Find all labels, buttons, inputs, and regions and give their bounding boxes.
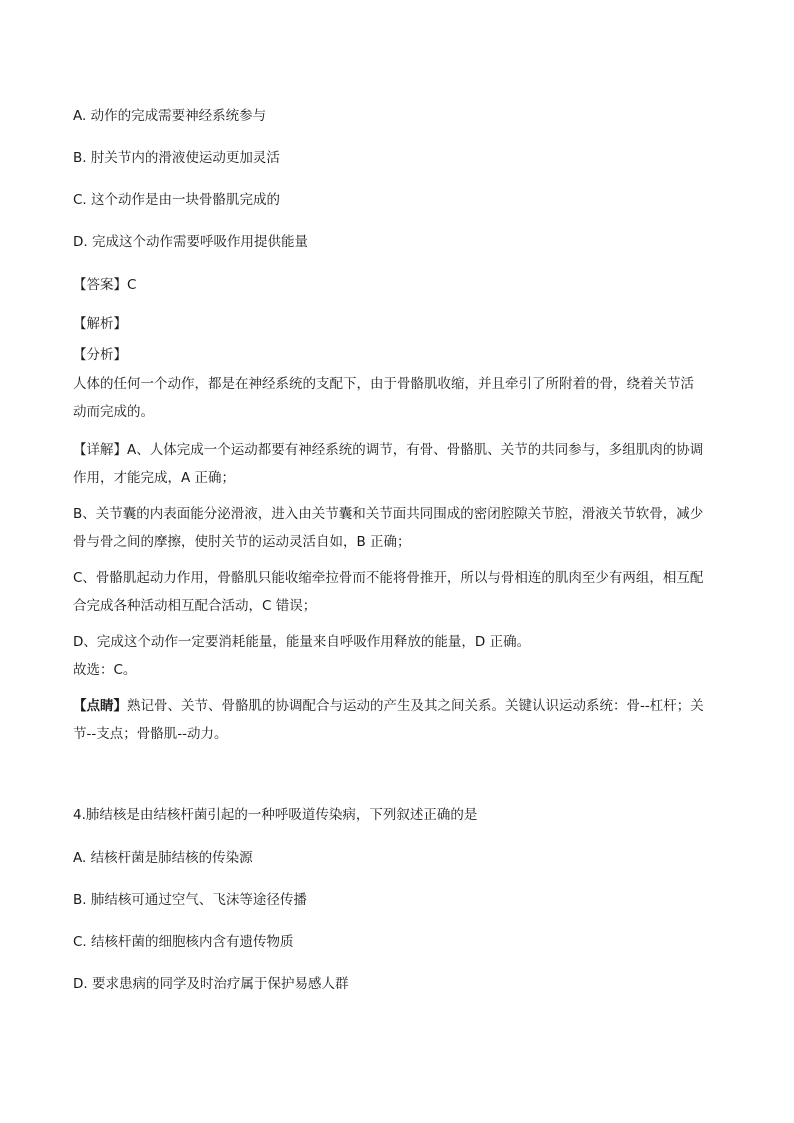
fenxi-text-line-2: 动而完成的。 [73, 404, 154, 420]
q3-option-a: A. 动作的完成需要神经系统参与 [73, 108, 267, 124]
fenxi-heading: 【分析】 [73, 347, 127, 363]
analysis-heading: 【解析】 [73, 316, 127, 332]
q3-answer [73, 275, 721, 295]
detail-c-line-2: 合完成各种活动相互配合活动，C 错误； [73, 598, 317, 614]
detail-a-line-2: 作用，才能完成，A 正确； [73, 470, 236, 486]
detail-b-line-1: B、关节囊的内表面能分泌滑液，进入由关节囊和关节面共同围成的密闭腔隙关节腔，滑液关节软骨，减少 [73, 506, 704, 522]
detail-a-line-1 [73, 440, 721, 460]
q3-option-b: B. 肘关节内的滑液使运动更加灵活 [73, 150, 280, 166]
detail-b-line-2: 骨与骨之间的摩擦，使肘关节的运动灵活自如，B 正确； [73, 534, 411, 550]
q4-option-b: B. 肺结核可通过空气、飞沫等途径传播 [73, 892, 307, 908]
detail-tag: 【详解】 [73, 442, 127, 458]
answer-value: C [127, 277, 137, 293]
comment-text: 熟记骨、关节、骨骼肌的协调配合与运动的产生及其之间关系。关键认识运动系统：骨--杠杆；关 [127, 698, 704, 714]
fenxi-text-line-1: 人体的任何一个动作，都是在神经系统的支配下，由于骨骼肌收缩，并且牵引了所附着的骨，绕着关节活 [73, 376, 694, 392]
q4-option-a: A. 结核杆菌是肺结核的传染源 [73, 850, 253, 866]
q4-option-d: D. 要求患病的同学及时治疗属于保护易感人群 [73, 976, 349, 992]
conclusion-line: 故选：C。 [73, 662, 137, 678]
comment-tag: 【点睛】 [73, 698, 127, 714]
q4-option-c: C. 结核杆菌的细胞核内含有遗传物质 [73, 934, 294, 950]
detail-d-line: D、完成这个动作一定要消耗能量，能量来自呼吸作用释放的能量，D 正确。 [73, 634, 531, 650]
detail-c-line-1: C、骨骼肌起动力作用，骨骼肌只能收缩牵拉骨而不能将骨推开，所以与骨相连的肌肉至少有两组，相互配 [73, 570, 704, 586]
comment-line-1 [73, 696, 721, 716]
q3-option-c: C. 这个动作是由一块骨骼肌完成的 [73, 192, 281, 208]
q3-option-d: D. 完成这个动作需要呼吸作用提供能量 [73, 234, 308, 250]
comment-line-2: 节--支点；骨骼肌--动力。 [73, 726, 228, 742]
answer-tag: 【答案】 [73, 277, 127, 293]
q4-stem: 4.肺结核是由结核杆菌引起的一种呼吸道传染病，下列叙述正确的是 [73, 807, 478, 823]
detail-a-text: A、人体完成一个运动都要有神经系统的调节，有骨、骨骼肌、关节的共同参与，多组肌肉的协调 [127, 442, 704, 458]
